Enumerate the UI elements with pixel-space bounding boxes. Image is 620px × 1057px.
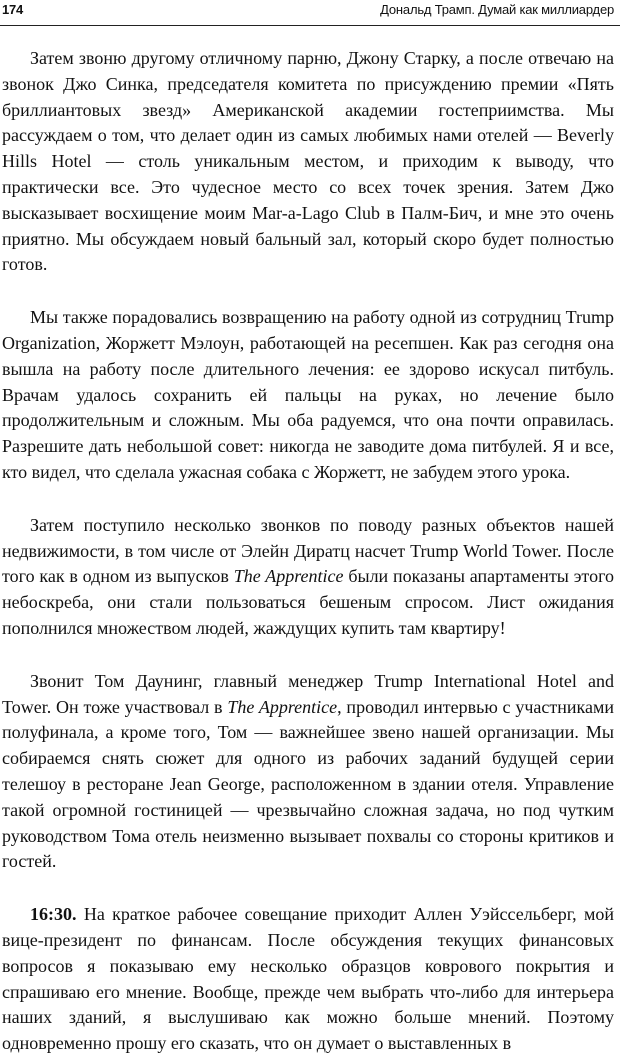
paragraph-3-text-before: Затем поступило несколько звонков по поводу разных объектов нашей недвижимости, в том числе от Элейн Диратц насчет Trump World Tower. После того как в одном из выпусков <box>2 514 614 587</box>
paragraph-3-show-title: The Apprentice <box>233 566 344 587</box>
running-head: Дональд Трамп. Думай как миллиардер <box>380 2 614 17</box>
paragraph-4 <box>2 669 614 875</box>
page-number: 174 <box>2 2 24 17</box>
paragraph-5-text: На краткое рабочее совещание приходит Аллен Уэйссельберг, мой вице-президент по финансам. После обсуждения текущих финансовых вопросов я показываю ему несколько образцов коврового покрытия и спрашиваю его мнение. Вообще, прежде чем выбрать что-либо для интерьера наших зданий, я выслушиваю как можно больше мнений. Поэтому одновременно прошу его сказать, что он думает о выставленных в <box>2 904 614 1054</box>
paragraph-2-text: Мы также порадовались возвращению на работу одной из сотрудниц Trump Organization, Жоржетт Мэлоун, работающей на ресепшен. Как раз сегодня она вышла на работу после длительного лечения: ее здорово искусал питбуль. Врачам удалось сохранить ей пальцы на руках, но лечение было продолжительным и сложным. Мы оба радуемся, что она почти оправилась. Разрешите дать небольшой совет: никогда не заводите дома питбулей. Я и все, кто видел, что сделала ужасная собака с Жоржетт, не забудем этого урока. <box>2 307 614 482</box>
paragraph-1-text: Затем звоню другому отличному парню, Джону Старку, а после отвечаю на звонок Джо Синка, председателя комитета по присуждению премии «Пять бриллиантовых звезд» Американской академии гостеприимства. Мы рассуждаем о том, что делает один из самых любимых нами отелей — Beverly Hills Hotel — столь уникальным местом, и приходим к выводу, что практически все. Это чудесное место со всех точек зрения. Затем Джо высказывает восхищение моим Mar-a-Lago Club в Палм-Бич, и мне это очень приятно. Мы обсуждаем новый бальный зал, который скоро будет полностью готов. <box>2 48 614 275</box>
paragraph-4-show-title: The Apprentice <box>227 696 338 717</box>
page-header <box>0 0 620 26</box>
paragraph-5-time: 16:30. <box>30 904 77 925</box>
paragraph-5 <box>2 902 614 1057</box>
page-body <box>2 46 614 1057</box>
header-rule <box>0 25 620 26</box>
paragraph-1 <box>2 46 614 278</box>
paragraph-4-text-after: , проводил интервью с участниками полуфинала, а кроме того, Том — важнейшее звено нашей организации. Мы собираемся снять сюжет для одного из рабочих заданий будущей серии телешоу в ресторане Jean George, расположенном в здании отеля. Управление такой огромной гостиницей — чрезвычайно сложная задача, но под чутким руководством Тома отель неизменно вызывает похвалы со стороны критиков и гостей. <box>2 696 614 872</box>
paragraph-3 <box>2 513 614 642</box>
paragraph-4-text-before: Звонит Том Даунинг, главный менеджер Trump International Hotel and Tower. Он тоже участвовал в <box>2 670 614 717</box>
paragraph-3-text-after: были показаны апартаменты этого небоскреба, они стали пользоваться бешеным спросом. Лист ожидания пополнился множеством людей, жаждущих купить там квартиру! <box>2 566 614 638</box>
paragraph-2 <box>2 305 614 486</box>
